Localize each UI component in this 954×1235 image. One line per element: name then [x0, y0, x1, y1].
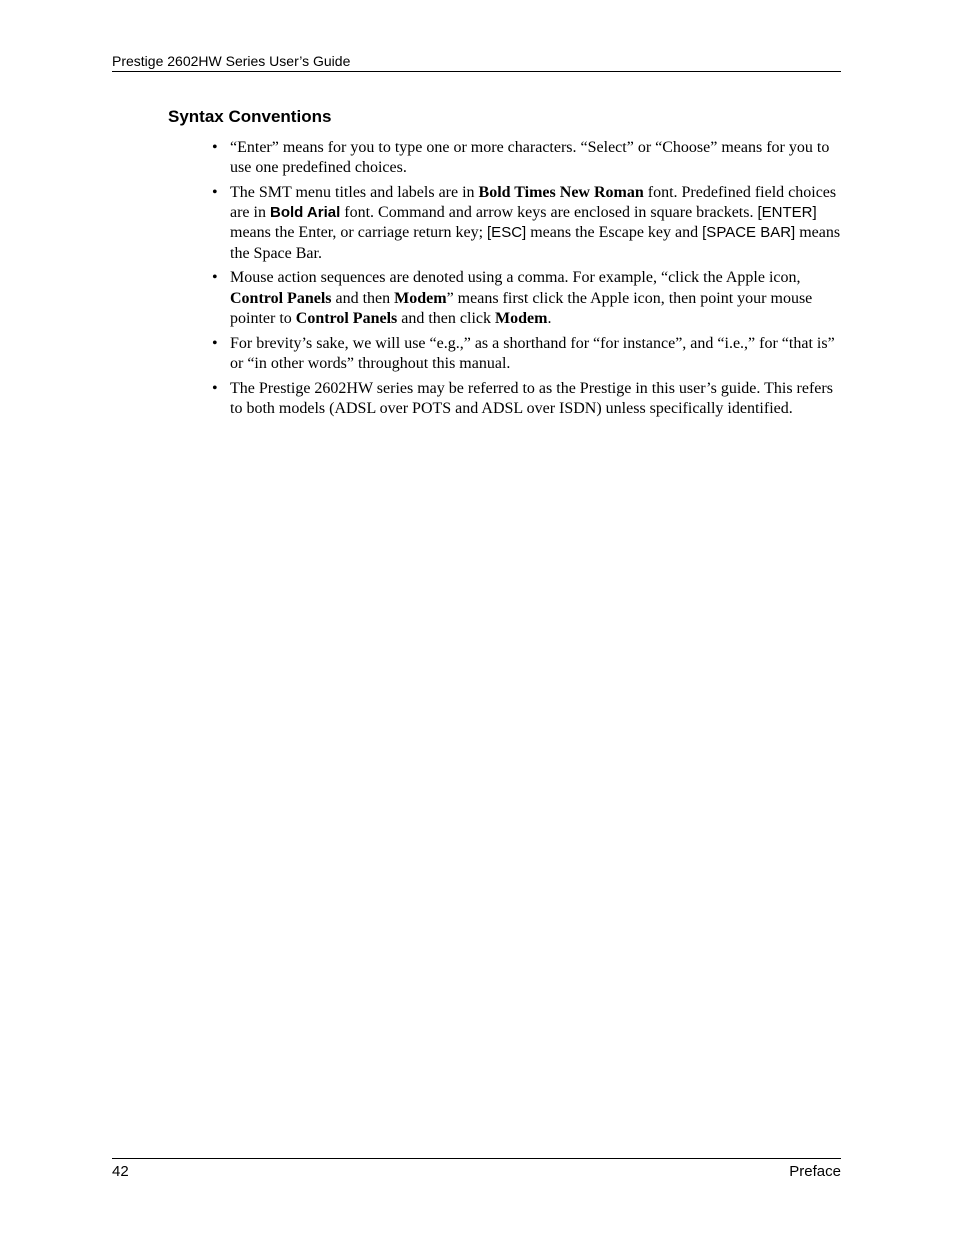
page-header	[112, 51, 841, 72]
list-item-text: For brevity’s sake, we will use “e.g.,” as a shorthand for “for instance”, and “i.e.,” for “that is” or “in other words” throughout this manual.	[230, 334, 835, 372]
bold-text: Modem	[394, 289, 447, 307]
key-label: [SPACE BAR]	[702, 224, 796, 242]
footer-section-name: Preface	[789, 1163, 841, 1180]
document-title: Prestige 2602HW Series User’s Guide	[112, 53, 351, 69]
list-item-text: Mouse action sequences are denoted using a comma. For example, “click the Apple icon,	[230, 269, 801, 287]
conventions-list	[212, 138, 844, 424]
bullet-icon: •	[212, 184, 218, 201]
bullet-icon: •	[212, 139, 218, 156]
section-heading: Syntax Conventions	[168, 107, 332, 126]
bullet-icon: •	[212, 334, 218, 352]
list-item-text: and then click	[397, 309, 495, 327]
key-label: [ESC]	[487, 224, 527, 242]
list-item-text: font. Predefined field choices are in	[230, 184, 837, 222]
list-item	[212, 379, 844, 419]
list-item	[212, 138, 844, 178]
list-item	[212, 268, 844, 329]
bold-arial-text: Bold Arial	[269, 204, 341, 222]
bold-text: Modem	[495, 309, 548, 327]
page-footer	[112, 1158, 841, 1183]
list-item-text: “Enter” means for you to type one or more characters. “Select” or “Choose” means for you to use one predefined choices.	[230, 139, 830, 177]
bold-text: Control Panels	[295, 309, 398, 327]
list-item-text: means the Space Bar.	[230, 224, 841, 262]
list-item-text: font. Command and arrow keys are enclosed in square brackets.	[340, 204, 758, 222]
list-item-text: The SMT menu titles and labels are in	[230, 184, 479, 201]
bold-text: Control Panels	[230, 289, 332, 307]
list-item-text: .	[547, 309, 552, 327]
bold-text: Bold Times New Roman	[478, 184, 644, 201]
list-item	[212, 183, 844, 264]
key-label: [ENTER]	[757, 204, 817, 222]
list-item-text: means the Enter, or carriage return key;	[230, 224, 488, 242]
list-item-text: and then	[331, 289, 395, 307]
page-number: 42	[112, 1163, 129, 1180]
list-item-text: ” means first click the Apple icon, then point your mouse pointer to	[230, 289, 813, 327]
list-item-text: means the Escape key and	[526, 224, 703, 242]
list-item	[212, 334, 844, 374]
bullet-icon: •	[212, 269, 218, 287]
bullet-icon: •	[212, 379, 218, 397]
list-item-text: The Prestige 2602HW series may be referred to as the Prestige in this user’s guide. This refers to both models (ADSL over POTS and ADSL over ISDN) unless specifically identified.	[230, 379, 833, 417]
